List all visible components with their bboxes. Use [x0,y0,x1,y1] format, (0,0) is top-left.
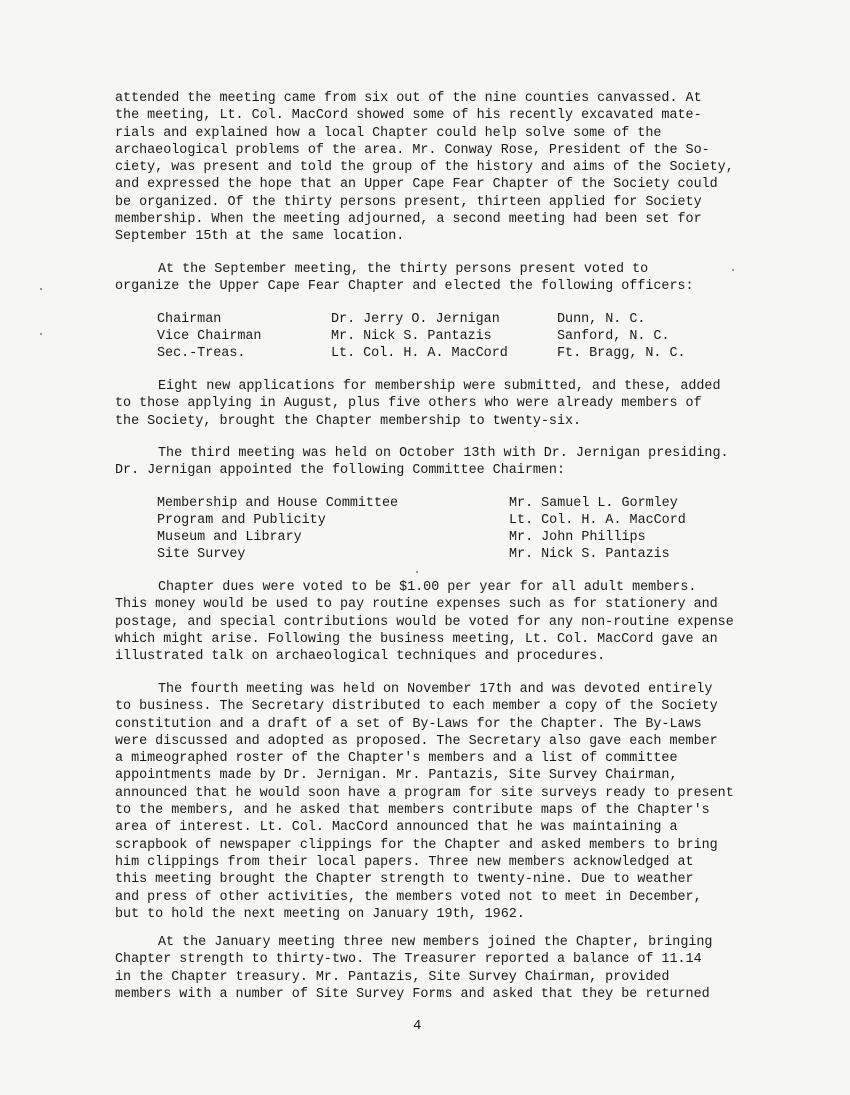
paragraph-september-meeting: At the September meeting, the thirty persons present voted to organize the Upper Cape Fear Chapter and elected the following officers: [115,262,694,295]
committee-name: Membership and House Committee [157,496,399,511]
officer-town: Ft. Bragg, N. C. [557,346,686,361]
officer-town: Sanford, N. C. [557,329,670,344]
committee-name: Site Survey [157,547,246,562]
page-number: 4 [413,1018,422,1034]
committee-chairman: Mr. Samuel L. Gormley [509,496,678,511]
officer-name: Lt. Col. H. A. MacCord [331,346,508,361]
officer-title: Vice Chairman [157,329,262,344]
paper-speck [40,333,42,335]
paper-speck [40,288,42,290]
officer-name: Dr. Jerry O. Jernigan [331,312,500,327]
committee-chairman: Mr. John Phillips [509,530,646,545]
paragraph-new-applications: Eight new applications for membership were submitted, and these, added to those applying in August, plus five others who were already members of the Society, brought the Chapter membership to twenty-six. [115,379,721,429]
paragraph-january-meeting: At the January meeting three new members joined the Chapter, bringing Chapter strength to thirty-two. The Treasurer reported a balance of 11.14 in the Chapter treasury. Mr. Pantazis, Site Survey Chairman, provided members with a number of Site Survey Forms and asked that they be returned [115,935,713,1002]
officer-town: Dunn, N. C. [557,312,646,327]
committee-name: Program and Publicity [157,513,326,528]
committee-chairman: Mr. Nick S. Pantazis [509,547,670,562]
committee-name: Museum and Library [157,530,302,545]
officer-title: Sec.-Treas. [157,346,246,361]
paper-speck [732,269,734,271]
committee-chairman: Lt. Col. H. A. MacCord [509,513,686,528]
paragraph-first-meeting: attended the meeting came from six out of the nine counties canvassed. At the meeting, Lt. Col. MacCord showed some of his recently excavated mate- rials and explained how a local Chapter could help solve some of the archaeological problems of the area. Mr. Conway Rose, President of the So- ciety, was present and told the group of the history and aims of the Society, and expressed the hope that an Upper Cape Fear Chapter of the Society could be organized. Of the thirty persons present, thirteen applied for Society membership. When the meeting adjourned, a second meeting had been set for September 15th at the same location. [115,91,734,245]
paper-speck [416,571,418,573]
paragraph-third-meeting: The third meeting was held on October 13th with Dr. Jernigan presiding. Dr. Jernigan appointed the following Committee Chairmen: [115,446,729,479]
officer-title: Chairman [157,312,222,327]
officer-name: Mr. Nick S. Pantazis [331,329,492,344]
paragraph-chapter-dues: Chapter dues were voted to be $1.00 per year for all adult members. This money would be used to pay routine expenses such as for stationery and postage, and special contributions would be voted for any non-routine expense which might arise. Following the business meeting, Lt. Col. MacCord gave an illustrated talk on archaeological techniques and procedures. [115,580,734,665]
paragraph-fourth-meeting: The fourth meeting was held on November 17th and was devoted entirely to business. The Secretary distributed to each member a copy of the Society constitution and a draft of a set of By-Laws for the Chapter. The By-Laws were discussed and adopted as proposed. The Secretary also gave each member a mimeographed roster of the Chapter's members and a list of committee appointments made by Dr. Jernigan. Mr. Pantazis, Site Survey Chairman, announced that he would soon have a program for site surveys ready to present to the members, and he asked that members contribute maps of the Chapter's area of interest. Lt. Col. MacCord announced that he was maintaining a scrapbook of newspaper clippings for the Chapter and asked members to bring him clippings from their local papers. Three new members acknowledged at this meeting brought the Chapter strength to twenty-nine. Due to weather and press of other activities, the members voted not to meet in December, but to hold the next meeting on January 19th, 1962. [115,682,734,922]
